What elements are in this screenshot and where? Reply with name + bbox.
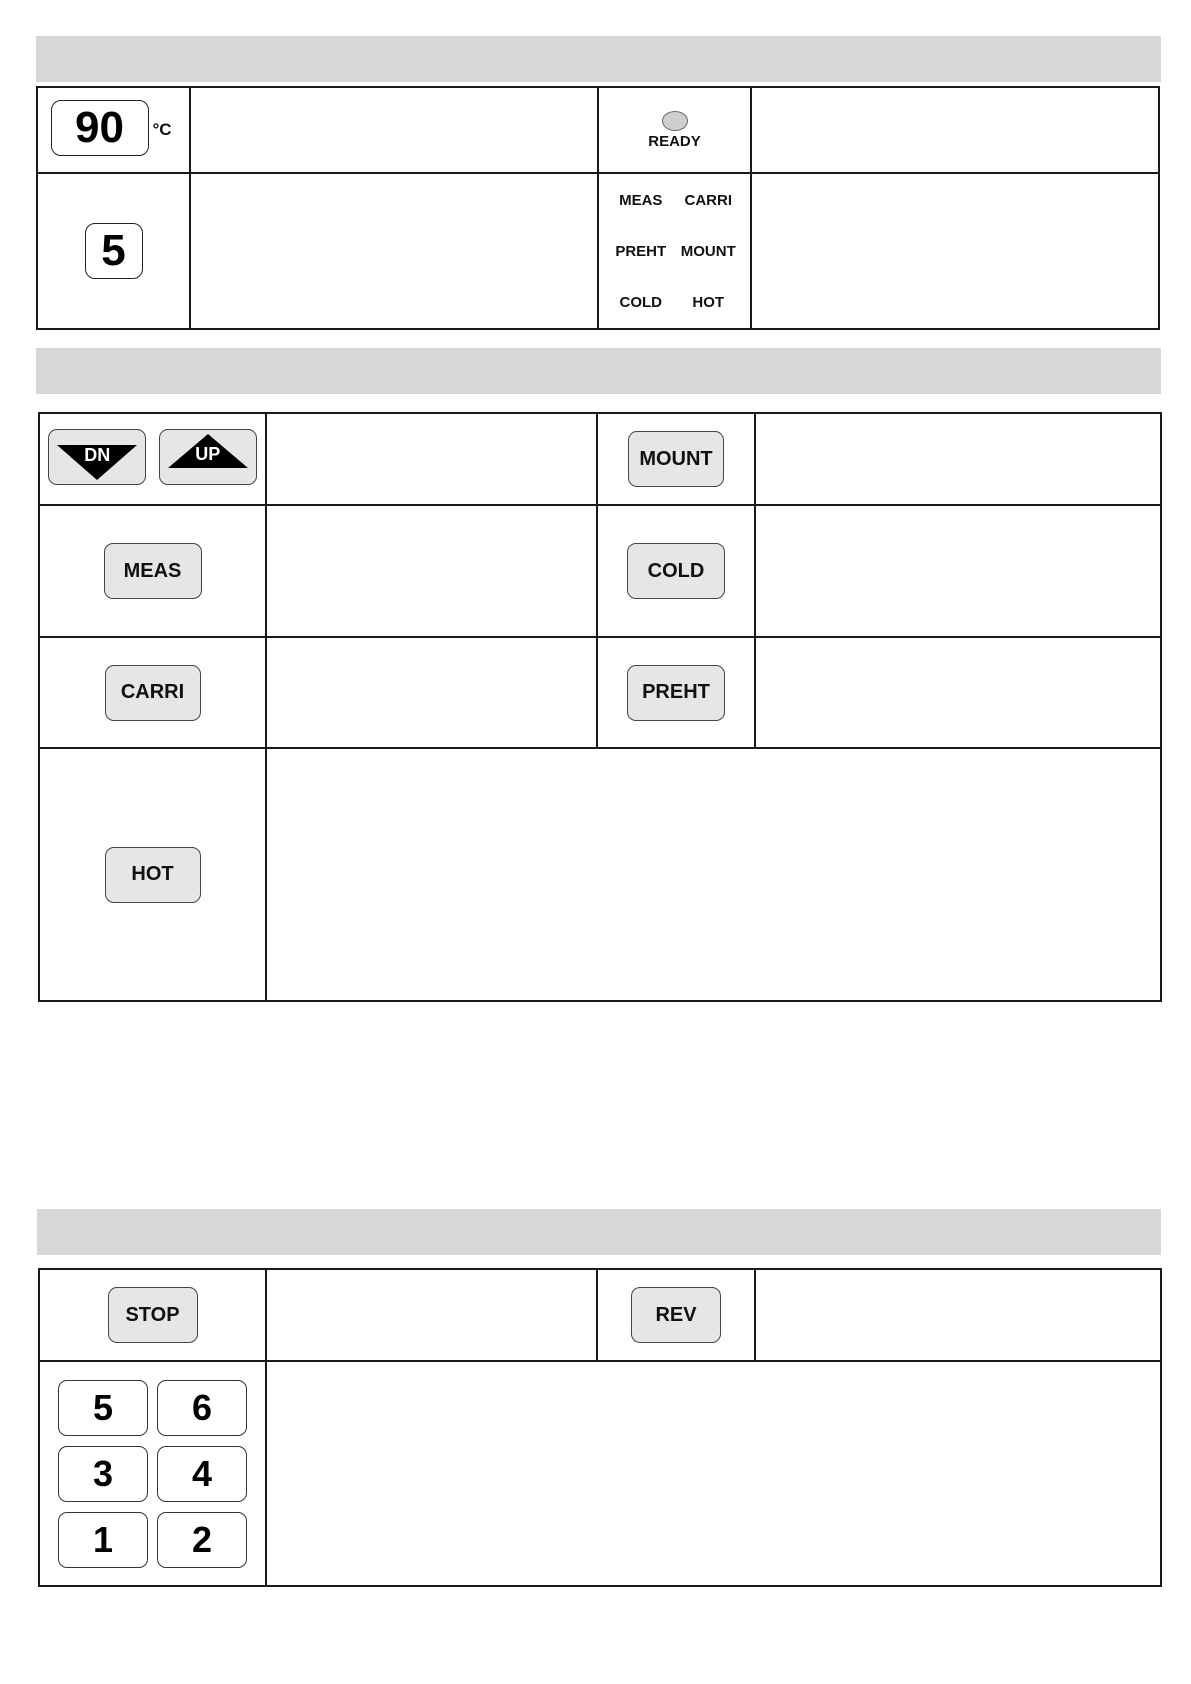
meas-cell [39, 505, 266, 637]
numpad-description-cell [266, 1361, 1161, 1586]
carri-button[interactable]: CARRI [105, 665, 201, 721]
ready-label: READY [648, 132, 701, 150]
section-header-controls [36, 348, 1161, 394]
mode-indicators-cell [598, 173, 751, 329]
dn-up-cell [39, 413, 266, 505]
cold-cell [597, 505, 755, 637]
stop-cell [39, 1269, 266, 1361]
numpad [40, 1380, 265, 1568]
numpad-key-1[interactable]: 1 [58, 1512, 148, 1568]
program-display-cell [37, 173, 190, 329]
stop-description-cell [266, 1269, 597, 1361]
program-lcd [85, 223, 143, 279]
meas-description-cell [266, 505, 597, 637]
indicator-carri: CARRI [684, 191, 732, 209]
mount-description-cell [755, 413, 1161, 505]
preht-cell [597, 637, 755, 748]
numpad-key-2[interactable]: 2 [157, 1512, 247, 1568]
temperature-unit: °C [152, 119, 172, 139]
dn-button-label: DN [84, 444, 111, 465]
indicator-mount: MOUNT [680, 242, 736, 260]
section-header-display [36, 36, 1161, 82]
mount-cell [597, 413, 755, 505]
numpad-key-3[interactable]: 3 [58, 1446, 148, 1502]
hot-description-cell [266, 748, 1161, 1001]
numpad-key-5[interactable]: 5 [58, 1380, 148, 1436]
temperature-display-cell [37, 87, 190, 173]
ready-description-cell [751, 87, 1159, 173]
temperature-value: 90 [75, 102, 124, 152]
controls-table [38, 412, 1162, 1002]
carri-cell [39, 637, 266, 748]
ready-led-icon [662, 111, 688, 131]
preht-button[interactable]: PREHT [627, 665, 725, 721]
indicator-cold: COLD [619, 293, 662, 311]
rev-button[interactable]: REV [631, 1287, 721, 1343]
section-header-keypad [37, 1209, 1161, 1255]
program-value: 5 [101, 226, 126, 275]
ready-indicator-cell [598, 87, 751, 173]
mount-button[interactable]: MOUNT [628, 431, 724, 487]
rev-description-cell [755, 1269, 1161, 1361]
hot-button[interactable]: HOT [105, 847, 201, 903]
numpad-key-4[interactable]: 4 [157, 1446, 247, 1502]
temperature-description-cell [190, 87, 598, 173]
preht-description-cell [755, 637, 1161, 748]
carri-description-cell [266, 637, 597, 748]
program-description-cell [190, 173, 598, 329]
hot-cell [39, 748, 266, 1001]
rev-cell [597, 1269, 755, 1361]
dn-up-description-cell [266, 413, 597, 505]
indicator-hot: HOT [692, 293, 725, 311]
numpad-key-6[interactable]: 6 [157, 1380, 247, 1436]
cold-description-cell [755, 505, 1161, 637]
display-table [36, 86, 1160, 330]
cold-button[interactable]: COLD [627, 543, 725, 599]
numpad-cell [39, 1361, 266, 1586]
indicator-meas: MEAS [619, 191, 663, 209]
up-button-label: UP [195, 443, 221, 464]
temperature-lcd [51, 100, 149, 156]
up-button[interactable] [159, 429, 257, 485]
meas-button[interactable]: MEAS [104, 543, 202, 599]
stop-button[interactable]: STOP [108, 1287, 198, 1343]
mode-description-cell [751, 173, 1159, 329]
indicator-preht: PREHT [615, 242, 667, 260]
dn-button[interactable] [48, 429, 146, 485]
keypad-table [38, 1268, 1162, 1587]
